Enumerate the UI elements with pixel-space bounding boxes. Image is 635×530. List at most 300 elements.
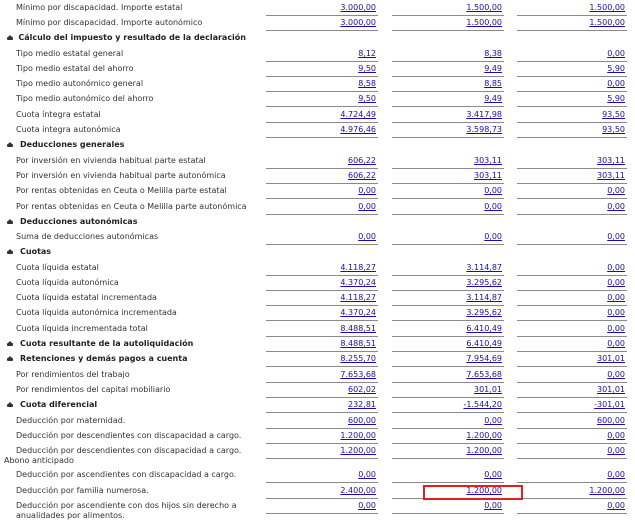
row-label-text: Cuota líquida autonómica incrementada bbox=[16, 308, 177, 317]
value-link[interactable]: 602,02 bbox=[348, 385, 376, 394]
underline-divider bbox=[266, 482, 378, 483]
underline-divider bbox=[266, 320, 378, 321]
value-cell bbox=[392, 293, 504, 303]
value-link[interactable]: 0,00 bbox=[484, 202, 502, 211]
value-link[interactable]: 0,00 bbox=[358, 202, 376, 211]
underline-divider bbox=[266, 61, 378, 62]
value-cell bbox=[266, 370, 378, 380]
row-label-text: Cuota líquida estatal incrementada bbox=[16, 293, 157, 302]
underline-divider bbox=[392, 513, 504, 514]
underline-divider bbox=[392, 214, 504, 215]
row-label bbox=[16, 263, 256, 273]
underline-divider bbox=[266, 244, 378, 245]
value-cell bbox=[392, 202, 504, 212]
underline-divider bbox=[517, 15, 627, 16]
underline-divider bbox=[517, 498, 627, 499]
value-cell bbox=[517, 354, 627, 364]
row-label-text: Cuota íntegra autonómica bbox=[16, 125, 121, 134]
underline-divider bbox=[266, 428, 378, 429]
value-cell bbox=[392, 278, 504, 288]
value-link[interactable]: 93,50 bbox=[602, 110, 625, 119]
underline-divider bbox=[266, 106, 378, 107]
row-label bbox=[16, 385, 256, 395]
value-link[interactable]: 0,00 bbox=[484, 470, 502, 479]
value-link[interactable]: 3.417,98 bbox=[466, 110, 502, 119]
underline-divider bbox=[392, 382, 504, 383]
value-cell bbox=[266, 308, 378, 318]
value-cell bbox=[266, 431, 378, 441]
value-link[interactable]: 0,00 bbox=[607, 431, 625, 440]
row-label bbox=[4, 446, 254, 466]
value-cell bbox=[392, 171, 504, 181]
value-cell bbox=[517, 202, 627, 212]
value-cell bbox=[266, 79, 378, 89]
value-cell bbox=[392, 125, 504, 135]
value-link[interactable]: 0,00 bbox=[484, 186, 502, 195]
underline-divider bbox=[517, 76, 627, 77]
value-link[interactable]: 303,11 bbox=[597, 156, 625, 165]
value-link[interactable]: 7.653,68 bbox=[340, 370, 376, 379]
row-label-text: Deducción por descendientes con discapacidad a cargo. bbox=[16, 431, 242, 440]
value-cell bbox=[266, 354, 378, 364]
value-link[interactable]: 0,00 bbox=[607, 370, 625, 379]
value-link[interactable]: 1.200,00 bbox=[466, 446, 502, 455]
value-link[interactable]: 0,00 bbox=[358, 470, 376, 479]
value-cell bbox=[392, 501, 504, 511]
underline-divider bbox=[392, 15, 504, 16]
value-cell bbox=[392, 354, 504, 364]
value-link[interactable]: 8,85 bbox=[484, 79, 502, 88]
row-label-text: Cuota líquida estatal bbox=[16, 263, 99, 272]
value-link[interactable]: 1.500,00 bbox=[589, 3, 625, 12]
value-link[interactable]: 0,00 bbox=[607, 263, 625, 272]
value-cell bbox=[392, 385, 504, 395]
row-label bbox=[16, 308, 256, 318]
value-link[interactable]: 1.200,00 bbox=[466, 431, 502, 440]
underline-divider bbox=[517, 183, 627, 184]
underline-divider bbox=[517, 305, 627, 306]
collapse-icon[interactable] bbox=[6, 340, 14, 348]
value-link[interactable]: 1.200,00 bbox=[340, 431, 376, 440]
row-label-text: Tipo medio autonómico general bbox=[16, 79, 144, 88]
underline-divider bbox=[266, 183, 378, 184]
value-link[interactable]: 0,00 bbox=[607, 293, 625, 302]
underline-divider bbox=[392, 366, 504, 367]
value-link[interactable]: 303,11 bbox=[474, 171, 502, 180]
value-cell bbox=[392, 486, 504, 496]
value-cell bbox=[517, 18, 627, 28]
row-label bbox=[16, 470, 256, 480]
section-title[interactable] bbox=[6, 400, 246, 410]
underline-divider bbox=[266, 30, 378, 31]
value-link[interactable]: 0,00 bbox=[607, 446, 625, 455]
value-cell bbox=[517, 431, 627, 441]
row-label-text: Deducción por familia numerosa. bbox=[16, 486, 149, 495]
underline-divider bbox=[392, 458, 504, 459]
underline-divider bbox=[266, 137, 378, 138]
value-link[interactable]: 232,81 bbox=[348, 400, 376, 409]
value-cell bbox=[266, 446, 378, 456]
value-cell bbox=[392, 339, 504, 349]
row-label bbox=[16, 486, 256, 496]
underline-divider bbox=[517, 137, 627, 138]
row-label-text: Cuota líquida incrementada total bbox=[16, 324, 148, 333]
underline-divider bbox=[517, 513, 627, 514]
value-link[interactable]: 3.598,73 bbox=[466, 125, 502, 134]
value-link[interactable]: 4.370,24 bbox=[340, 278, 376, 287]
value-link[interactable]: 4.118,27 bbox=[340, 293, 376, 302]
row-label bbox=[16, 171, 256, 181]
underline-divider bbox=[517, 244, 627, 245]
value-link[interactable]: 3.295,62 bbox=[466, 278, 502, 287]
row-label-text: Cuota íntegra estatal bbox=[16, 110, 101, 119]
value-link[interactable]: 9,50 bbox=[358, 64, 376, 73]
row-label bbox=[16, 293, 256, 303]
underline-divider bbox=[517, 214, 627, 215]
value-cell bbox=[392, 94, 504, 104]
value-link[interactable]: 6.410,49 bbox=[466, 324, 502, 333]
section-title[interactable] bbox=[6, 247, 246, 257]
value-link[interactable]: 3.114,87 bbox=[466, 263, 502, 272]
value-cell bbox=[266, 186, 378, 196]
underline-divider bbox=[392, 397, 504, 398]
row-label bbox=[16, 324, 256, 334]
value-cell bbox=[517, 501, 627, 511]
value-link[interactable]: 0,00 bbox=[607, 308, 625, 317]
value-cell bbox=[392, 64, 504, 74]
row-label-text: Deducciones generales bbox=[20, 140, 125, 149]
collapse-icon[interactable] bbox=[6, 401, 14, 409]
row-label bbox=[16, 49, 256, 59]
row-label bbox=[16, 186, 256, 196]
underline-divider bbox=[517, 482, 627, 483]
value-cell bbox=[266, 232, 378, 242]
value-link[interactable]: 3.295,62 bbox=[466, 308, 502, 317]
value-cell bbox=[266, 3, 378, 13]
value-link[interactable]: 1.200,00 bbox=[340, 446, 376, 455]
underline-divider bbox=[392, 76, 504, 77]
value-link[interactable]: 3.000,00 bbox=[340, 3, 376, 12]
row-label-text: Por inversión en vivienda habitual parte estatal bbox=[16, 156, 206, 165]
underline-divider bbox=[392, 305, 504, 306]
value-link[interactable]: 0,00 bbox=[358, 232, 376, 241]
value-link[interactable]: 4.724,49 bbox=[340, 110, 376, 119]
value-link[interactable]: 0,00 bbox=[358, 186, 376, 195]
value-cell bbox=[517, 94, 627, 104]
section-title[interactable] bbox=[6, 33, 246, 43]
value-link[interactable]: 0,00 bbox=[607, 470, 625, 479]
value-cell bbox=[517, 110, 627, 120]
value-link[interactable]: 0,00 bbox=[607, 501, 625, 510]
value-cell bbox=[266, 470, 378, 480]
underline-divider bbox=[517, 443, 627, 444]
underline-divider bbox=[517, 106, 627, 107]
value-link[interactable]: 0,00 bbox=[607, 202, 625, 211]
underline-divider bbox=[517, 275, 627, 276]
value-link[interactable]: 4.370,24 bbox=[340, 308, 376, 317]
underline-divider bbox=[266, 397, 378, 398]
value-cell bbox=[392, 446, 504, 456]
value-link[interactable]: 0,00 bbox=[607, 339, 625, 348]
value-cell bbox=[392, 431, 504, 441]
value-link[interactable]: 1.200,00 bbox=[466, 486, 502, 495]
value-link[interactable]: 0,00 bbox=[607, 232, 625, 241]
collapse-icon[interactable] bbox=[6, 248, 14, 256]
row-label bbox=[16, 64, 256, 74]
value-link[interactable]: 606,22 bbox=[348, 171, 376, 180]
value-cell bbox=[392, 470, 504, 480]
value-cell bbox=[517, 64, 627, 74]
value-link[interactable]: 7.653,68 bbox=[466, 370, 502, 379]
underline-divider bbox=[392, 198, 504, 199]
underline-divider bbox=[392, 91, 504, 92]
value-cell bbox=[392, 186, 504, 196]
value-link[interactable]: 0,00 bbox=[607, 278, 625, 287]
underline-divider bbox=[266, 336, 378, 337]
underline-divider bbox=[392, 30, 504, 31]
value-cell bbox=[517, 232, 627, 242]
value-link[interactable]: 9,49 bbox=[484, 64, 502, 73]
value-link[interactable]: 3.000,00 bbox=[340, 18, 376, 27]
row-label-text: Cuota resultante de la autoliquidación bbox=[20, 339, 194, 348]
value-cell bbox=[392, 79, 504, 89]
value-cell bbox=[392, 156, 504, 166]
underline-divider bbox=[392, 122, 504, 123]
underline-divider bbox=[517, 366, 627, 367]
underline-divider bbox=[266, 275, 378, 276]
row-label-text: Cuota líquida autonómica bbox=[16, 278, 119, 287]
value-cell bbox=[392, 49, 504, 59]
underline-divider bbox=[392, 482, 504, 483]
collapse-icon[interactable] bbox=[6, 355, 14, 363]
underline-divider bbox=[392, 137, 504, 138]
underline-divider bbox=[517, 290, 627, 291]
value-cell bbox=[392, 263, 504, 273]
value-cell bbox=[266, 385, 378, 395]
value-cell bbox=[517, 339, 627, 349]
value-cell bbox=[517, 308, 627, 318]
section-title[interactable] bbox=[6, 354, 246, 364]
row-label bbox=[16, 3, 256, 13]
underline-divider bbox=[392, 61, 504, 62]
row-label-text: Tipo medio estatal general bbox=[16, 49, 124, 58]
row-label-text: Por rendimientos del capital mobiliario bbox=[16, 385, 171, 394]
value-link[interactable]: 301,01 bbox=[474, 385, 502, 394]
value-link[interactable]: 0,00 bbox=[607, 186, 625, 195]
collapse-icon[interactable] bbox=[6, 141, 14, 149]
value-link[interactable]: 303,11 bbox=[597, 171, 625, 180]
value-cell bbox=[517, 263, 627, 273]
row-label-text: Retenciones y demás pagos a cuenta bbox=[20, 354, 188, 363]
underline-divider bbox=[517, 397, 627, 398]
value-link[interactable]: 93,50 bbox=[602, 125, 625, 134]
value-link[interactable]: 2.400,00 bbox=[340, 486, 376, 495]
value-link[interactable]: 8.488,51 bbox=[340, 324, 376, 333]
underline-divider bbox=[517, 336, 627, 337]
value-link[interactable]: 0,00 bbox=[607, 79, 625, 88]
value-link[interactable]: 9,50 bbox=[358, 94, 376, 103]
value-link[interactable]: 606,22 bbox=[348, 156, 376, 165]
value-cell bbox=[266, 125, 378, 135]
row-label bbox=[16, 79, 256, 89]
underline-divider bbox=[266, 290, 378, 291]
value-cell bbox=[266, 171, 378, 181]
value-link[interactable]: 3.114,87 bbox=[466, 293, 502, 302]
value-link[interactable]: 303,11 bbox=[474, 156, 502, 165]
section-title[interactable] bbox=[6, 140, 246, 150]
underline-divider bbox=[517, 428, 627, 429]
row-label bbox=[16, 125, 256, 135]
value-cell bbox=[517, 486, 627, 496]
value-cell bbox=[266, 501, 378, 511]
underline-divider bbox=[392, 183, 504, 184]
underline-divider bbox=[517, 382, 627, 383]
value-cell bbox=[266, 416, 378, 426]
underline-divider bbox=[266, 443, 378, 444]
value-link[interactable]: 301,01 bbox=[597, 354, 625, 363]
underline-divider bbox=[266, 458, 378, 459]
collapse-icon[interactable] bbox=[6, 218, 14, 226]
underline-divider bbox=[392, 275, 504, 276]
underline-divider bbox=[266, 15, 378, 16]
value-cell bbox=[517, 79, 627, 89]
row-label-text: Tipo medio estatal del ahorro bbox=[16, 64, 134, 73]
value-cell bbox=[392, 370, 504, 380]
row-label-text: Deducción por maternidad. bbox=[16, 416, 126, 425]
value-link[interactable]: 9,49 bbox=[484, 94, 502, 103]
underline-divider bbox=[517, 122, 627, 123]
value-cell bbox=[266, 49, 378, 59]
section-title[interactable] bbox=[6, 339, 246, 349]
row-label-text: Por inversión en vivienda habitual parte autonómica bbox=[16, 171, 226, 180]
value-link[interactable]: 4.976,46 bbox=[340, 125, 376, 134]
value-cell bbox=[392, 308, 504, 318]
underline-divider bbox=[517, 351, 627, 352]
value-cell bbox=[266, 400, 378, 410]
underline-divider bbox=[392, 498, 504, 499]
value-cell bbox=[517, 446, 627, 456]
row-label bbox=[16, 278, 256, 288]
value-cell bbox=[392, 324, 504, 334]
value-link[interactable]: 7.954,69 bbox=[466, 354, 502, 363]
value-link[interactable]: 0,00 bbox=[607, 49, 625, 58]
underline-divider bbox=[517, 61, 627, 62]
value-link[interactable]: 5,90 bbox=[607, 94, 625, 103]
value-cell bbox=[517, 278, 627, 288]
value-cell bbox=[517, 156, 627, 166]
value-cell bbox=[266, 94, 378, 104]
row-label bbox=[16, 416, 256, 426]
value-link[interactable]: 0,00 bbox=[484, 416, 502, 425]
row-label-text: Cuota diferencial bbox=[20, 400, 98, 409]
value-cell bbox=[266, 293, 378, 303]
value-cell bbox=[392, 110, 504, 120]
underline-divider bbox=[517, 168, 627, 169]
row-label-text: Deducción por descendientes con discapacidad a cargo. Abono anticipado bbox=[4, 446, 242, 465]
row-label bbox=[16, 18, 256, 28]
row-label-text: Deducción por ascendiente con dos hijos sin derecho a anualidades por alimentos. bbox=[16, 501, 237, 520]
value-link[interactable]: 5,90 bbox=[607, 64, 625, 73]
value-cell bbox=[266, 486, 378, 496]
value-cell bbox=[392, 416, 504, 426]
value-link[interactable]: 0,00 bbox=[484, 232, 502, 241]
value-link[interactable]: 8,12 bbox=[358, 49, 376, 58]
underline-divider bbox=[266, 513, 378, 514]
underline-divider bbox=[266, 214, 378, 215]
value-cell bbox=[517, 49, 627, 59]
value-cell bbox=[392, 232, 504, 242]
value-link[interactable]: 8.255,70 bbox=[340, 354, 376, 363]
value-link[interactable]: 4.118,27 bbox=[340, 263, 376, 272]
row-label bbox=[16, 370, 256, 380]
underline-divider bbox=[517, 320, 627, 321]
value-link[interactable]: 0,00 bbox=[358, 501, 376, 510]
value-link[interactable]: 600,00 bbox=[597, 416, 625, 425]
value-link[interactable]: -1.544,20 bbox=[463, 400, 502, 409]
row-label-text: Deducciones autonómicas bbox=[20, 217, 138, 226]
section-title[interactable] bbox=[6, 217, 246, 227]
underline-divider bbox=[392, 351, 504, 352]
value-cell bbox=[392, 400, 504, 410]
value-cell bbox=[517, 171, 627, 181]
value-cell bbox=[517, 324, 627, 334]
value-link[interactable]: 1.500,00 bbox=[589, 18, 625, 27]
row-label bbox=[16, 94, 256, 104]
row-label-text: Por rentas obtenidas en Ceuta o Melilla parte autonómica bbox=[16, 202, 247, 211]
value-link[interactable]: 0,00 bbox=[484, 501, 502, 510]
value-link[interactable]: 301,01 bbox=[597, 385, 625, 394]
value-link[interactable]: 0,00 bbox=[607, 324, 625, 333]
value-link[interactable]: 6.410,49 bbox=[466, 339, 502, 348]
row-label bbox=[16, 202, 256, 212]
row-label-text: Suma de deducciones autonómicas bbox=[16, 232, 159, 241]
value-cell bbox=[266, 339, 378, 349]
row-label-text: Por rentas obtenidas en Ceuta o Melilla parte estatal bbox=[16, 186, 227, 195]
value-cell bbox=[266, 202, 378, 212]
row-label bbox=[16, 110, 256, 120]
value-cell bbox=[517, 370, 627, 380]
value-link[interactable]: -301,01 bbox=[594, 400, 625, 409]
row-label-text: Mínimo por discapacidad. Importe estatal bbox=[16, 3, 183, 12]
underline-divider bbox=[517, 458, 627, 459]
value-link[interactable]: 600,00 bbox=[348, 416, 376, 425]
underline-divider bbox=[392, 428, 504, 429]
value-cell bbox=[517, 470, 627, 480]
underline-divider bbox=[266, 76, 378, 77]
underline-divider bbox=[392, 412, 504, 413]
value-link[interactable]: 8.488,51 bbox=[340, 339, 376, 348]
value-link[interactable]: 1.200,00 bbox=[589, 486, 625, 495]
value-cell bbox=[266, 110, 378, 120]
underline-divider bbox=[266, 91, 378, 92]
value-cell bbox=[266, 18, 378, 28]
row-label-text: Por rendimientos del trabajo bbox=[16, 370, 130, 379]
underline-divider bbox=[266, 382, 378, 383]
value-link[interactable]: 8,38 bbox=[484, 49, 502, 58]
value-cell bbox=[517, 400, 627, 410]
underline-divider bbox=[392, 336, 504, 337]
value-cell bbox=[517, 416, 627, 426]
value-cell bbox=[517, 3, 627, 13]
value-link[interactable]: 8,58 bbox=[358, 79, 376, 88]
collapse-icon[interactable] bbox=[6, 34, 12, 42]
row-label-text: Cálculo del impuesto y resultado de la declaración bbox=[18, 33, 246, 42]
value-link[interactable]: 1.500,00 bbox=[466, 18, 502, 27]
value-cell bbox=[517, 186, 627, 196]
underline-divider bbox=[266, 122, 378, 123]
value-link[interactable]: 1.500,00 bbox=[466, 3, 502, 12]
underline-divider bbox=[392, 443, 504, 444]
